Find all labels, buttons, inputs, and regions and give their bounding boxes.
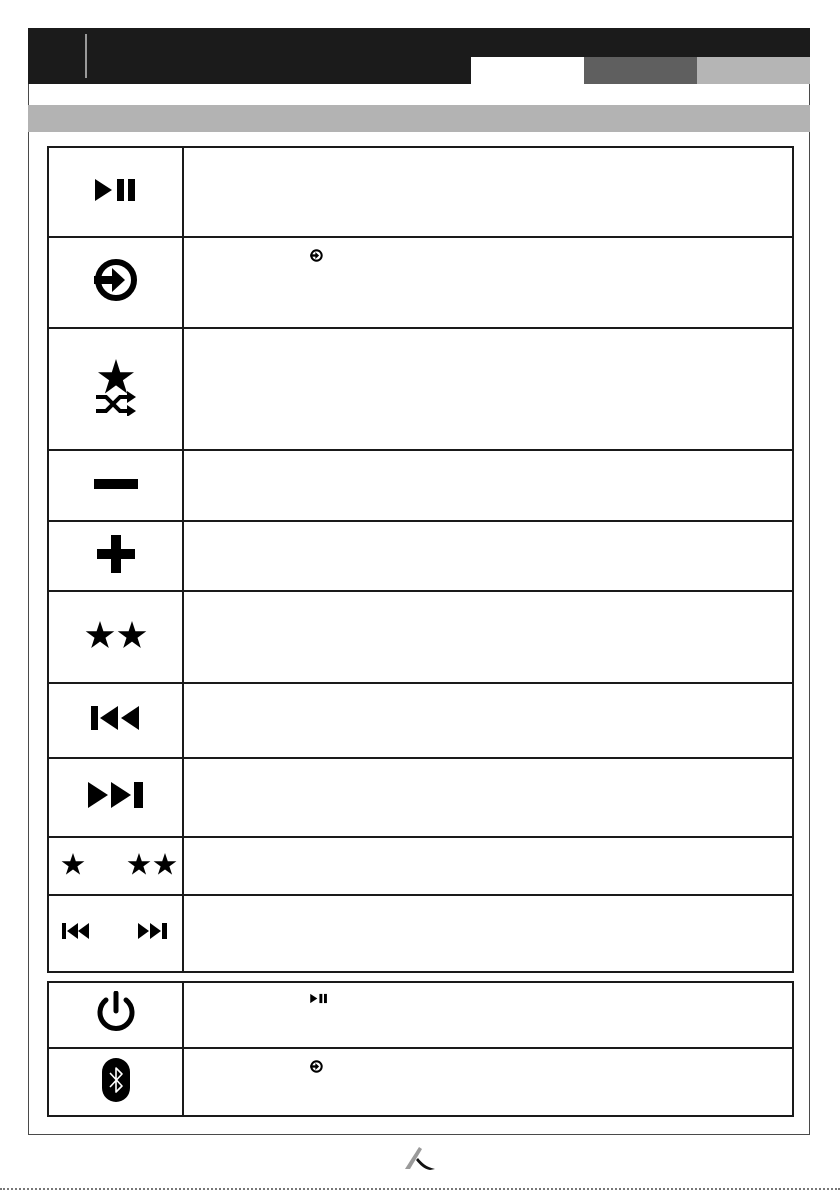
table-row [48,758,793,837]
row-description [183,683,793,758]
table-row [48,237,793,328]
power-indicator-icon [48,982,183,1048]
table-row [48,328,793,450]
star-and-double-star-icon [48,837,183,895]
row-description [183,837,793,895]
play-pause-icon [48,147,183,237]
double-star-icon [48,591,183,683]
tab-2[interactable] [584,57,697,84]
table-row [48,895,793,972]
table-row [48,837,793,895]
row-description [183,521,793,591]
previous-and-next-icon [48,895,183,972]
row-description [183,895,793,972]
table-row [48,683,793,758]
table-row [48,147,793,237]
row-description [183,450,793,521]
section-band [28,105,810,132]
indicator-table [47,981,794,1117]
tab-1[interactable] [471,57,584,84]
row-description [183,591,793,683]
bluetooth-indicator-icon [48,1048,183,1116]
bottom-rule [0,1188,840,1190]
next-track-icon [48,758,183,837]
row-description [183,758,793,837]
previous-track-icon [48,683,183,758]
row-description [183,328,793,450]
table-row [48,982,793,1048]
star-shuffle-icon [48,328,183,450]
play-pause-icon [309,993,329,1004]
table-row [48,591,793,683]
row-description [183,147,793,237]
source-input-icon [309,1059,324,1074]
table-row [48,450,793,521]
minus-icon [48,450,183,521]
brand-logo-icon [404,1145,436,1171]
table-row [48,521,793,591]
plus-icon [48,521,183,591]
header-divider [85,34,87,78]
source-input-icon [48,237,183,328]
table-row [48,1048,793,1116]
tab-3[interactable] [697,57,810,84]
button-functions-table [47,146,794,973]
source-input-icon [309,248,324,263]
